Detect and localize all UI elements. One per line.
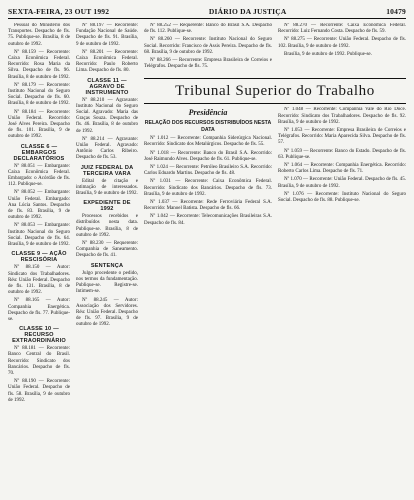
paragraph: Nº 88.275 — Recorrente: União Federal. Despacho de fls. 102. Brasília, 9 de outubro de 1992. xyxy=(278,37,406,49)
paragraph: Nº 88.210 — Agravante: Instituto Nacional do Seguro Social. Agravado: Maria das Graças Souza. Despacho de fls. 46. Brasília, 8 de outubro de 1992. xyxy=(76,97,138,134)
paragraph: Nº 88.230 — Requerente: Companhia de Saneamento. Despacho de fls. 41. xyxy=(76,241,138,259)
paragraph: Nº 88.245 — Autor: Associação dos Servidores. Réu: União Federal. Despacho de fls. 97. Brasília, 9 de outubro de 1992. xyxy=(76,297,138,328)
paragraph: Brasília, 9 de outubro de 1992. Publique-se. xyxy=(284,51,372,57)
paragraph: Nº 1.031 — Recorrente: Caixa Econômica Federal. Recorrido: Sindicato dos Bancários. Despacho de fls. 73. Brasília, 9 de outubro de 1992. xyxy=(144,179,272,197)
columns xyxy=(8,23,406,495)
section-heading: CLASSE 9 — AÇÃO RESCISÓRIA xyxy=(11,251,67,264)
paragraph: Nº 88.181 — Recorrente: Banco Central do Brasil. Recorrido: Sindicato dos Bancários. Despacho de fls. 70. xyxy=(8,346,70,376)
paragraph: Nº 88.260 — Recorrente: Instituto Nacional do Seguro Social. Recorrido: Francisco de Assis Pereira. Despacho de fls. 68. Brasília, 9 de outubro de 1992. xyxy=(144,37,272,55)
paragraph: Nº 1.012 — Recorrente: Companhia Siderúrgica Nacional. Recorrido: Sindicato dos Metalúrgicos. Despacho de fls. 55. xyxy=(144,136,272,148)
paragraph: Nº 1.064 — Recorrente: Companhia Energética. Recorrido: Roberto Carlos Lima. Despacho de fls. 71. xyxy=(278,163,406,175)
paragraph: Nº 88.266 — Recorrente: Empresa Brasileira de Correios e Telégrafos. Despacho de fls. 75. xyxy=(144,58,272,70)
paragraph: Julgo procedente o pedido, nos termos da fundamentação. Publique-se. Registre-se. Intimem-se. xyxy=(76,270,138,295)
paragraph: Processos recebidos e distribuídos nesta data. Publique-se. Brasília, 8 de outubro de 1992. xyxy=(76,214,138,238)
paragraph: Nº 1.024 — Recorrente: Petróleo Brasileiro S.A. Recorrido: Carlos Eduardo Martins. Despacho de fls. 48. xyxy=(144,165,272,177)
paragraph: Nº 88.201 — Recorrente: Caixa Econômica Federal. Recorrido: Paulo Roberto Lima. Despacho de fls. 80. xyxy=(76,49,138,74)
paragraph: Nº 1.042 — Recorrente: Telecomunicações Brasileiras S.A. Despacho de fls. 84. xyxy=(144,214,272,226)
paragraph: Nº 88.053 — Embargante: Instituto Nacional do Seguro Social. Despacho de fls. 64. Brasília, 9 de outubro de 1992. xyxy=(8,223,70,248)
section-heading: CLASSE 11 — AGRAVO DE INSTRUMENTO xyxy=(85,77,129,96)
column-4 xyxy=(278,107,406,228)
header-date: SEXTA-FEIRA, 23 OUT 1992 xyxy=(8,7,110,16)
page-number: 10479 xyxy=(386,7,406,16)
column-4-upper xyxy=(278,23,406,72)
running-head xyxy=(8,7,406,19)
paragraph: Edital de citação e intimação de interessados. Brasília, 9 de outubro de 1992. xyxy=(76,178,138,197)
column-1 xyxy=(8,23,70,495)
paragraph: Nº 1.037 — Recorrente: Rede Ferroviária Federal S.A. Recorrido: Manoel Batista. Despacho de fls. 66. xyxy=(144,200,272,212)
section-heading: SENTENÇA xyxy=(90,262,124,269)
section-heading: EXPEDIENTE DE 1992 xyxy=(83,200,131,213)
paragraph: Nº 88.159 — Recorrente: Caixa Econômica Federal. Recorrido: Rosa Maria da Silva. Despacho de fls. 96. Brasília, 8 de outubro de 1992. xyxy=(8,49,70,80)
list-title: RELAÇÃO DOS RECURSOS DISTRIBUÍDOS NESTA DATA xyxy=(144,120,272,133)
upper-columns xyxy=(144,23,406,72)
paragraph: Nº 88.150 — Autor: Sindicato dos Trabalhadores. Réu: União Federal. Despacho de fls. 131. Brasília, 8 de outubro de 1992. xyxy=(8,265,70,296)
section-heading: JUIZ FEDERAL DA TERCEIRA VARA xyxy=(80,164,134,177)
masthead-title: Tribunal Superior do Trabalho xyxy=(144,78,406,104)
paragraph: Nº 1.076 — Recorrente: Instituto Nacional do Seguro Social. Despacho de fls. 88. Publique-se. xyxy=(278,191,406,204)
paragraph: Nº 88.184 — Recorrente: União Federal. Recorrido: José Alves Pereira. Despacho de fls. 101. Brasília, 9 de outubro de 1992. xyxy=(8,109,70,140)
section-heading: CLASSE 10 — RECURSO EXTRAORDINÁRIO xyxy=(12,326,66,345)
paragraph: Nº 1.070 — Recorrente: União Federal. Despacho de fls. 45. Brasília, 9 de outubro de 1992. xyxy=(278,177,406,189)
paragraph: Nº 1.018 — Recorrente: Banco do Brasil S.A. Recorrido: José Raimundo Alves. Despacho de fls. 61. Publique-se. xyxy=(144,150,272,162)
paragraph: Nº 88.270 — Recorrente: Caixa Econômica Federal. Recorrido: Luiz Fernando Costa. Despacho de fls. 59. xyxy=(278,23,406,35)
paragraph: Pessoal do Ministério dos Transportes. Despacho de fls. 75. Publique-se. Brasília, 8 de outubro de 1992. xyxy=(8,23,70,47)
paragraph: Nº 1.048 — Recorrente: Companhia Vale do Rio Doce. Recorrido: Sindicato dos Trabalhadores. Despacho de fls. 92. Brasília, 9 de outubro de 1992. xyxy=(278,107,406,125)
paragraph: Nº 88.051 — Embargante: Caixa Econômica Federal. Embargado: o Acórdão de fls. 112. Publique-se. xyxy=(8,163,70,188)
paragraph: Nº 88.052 — Embargante: União Federal. Embargado: Ana Lúcia Santos. Despacho de fls. 83. Brasília, 9 de outubro de 1992. xyxy=(8,190,70,221)
paragraph: Nº 88.197 — Recorrente: Fundação Nacional de Saúde. Despacho de fls. 91. Brasília, 9 de outubro de 1992. xyxy=(76,23,138,47)
paragraph: Nº 88.165 — Autor: Companhia Energética. Despacho de fls. 77. Publique-se. xyxy=(8,298,70,322)
paragraph: Nº 88.190 — Recorrente: União Federal. Despacho de fls. 58. Brasília, 9 de outubro de 1992. xyxy=(8,379,70,403)
right-block xyxy=(144,23,406,495)
journal-title: DIÁRIO DA JUSTIÇA xyxy=(208,7,287,16)
paragraph: Nº 88.214 — Agravante: União Federal. Agravado: Antônio Carlos Ribeiro. Despacho de fls. 53. xyxy=(76,136,138,161)
paragraph: Nº 88.252 — Requerente: Banco do Brasil S.A. Despacho de fls. 112. Publique-se. xyxy=(144,23,272,35)
section-heading: CLASSE 6 — EMBARGOS DECLARATÓRIOS xyxy=(13,143,65,162)
column-3 xyxy=(144,107,272,228)
paragraph: Nº 88.179 — Recorrente: Instituto Nacional do Seguro Social. Despacho de fls. 60. Brasília, 8 de outubro de 1992. xyxy=(8,82,70,107)
section-title: Presidência xyxy=(188,108,228,118)
paragraph: Nº 1.059 — Recorrente: Banco do Estado. Despacho de fls. 63. Publique-se. xyxy=(278,148,406,160)
column-2 xyxy=(76,23,138,495)
lower-columns xyxy=(144,107,406,228)
paragraph: Nº 1.053 — Recorrente: Empresa Brasileira de Correios e Telégrafos. Recorrido: Maria Aparecida Silva. Despacho de fls. 57. xyxy=(278,128,406,146)
column-3-upper xyxy=(144,23,272,72)
